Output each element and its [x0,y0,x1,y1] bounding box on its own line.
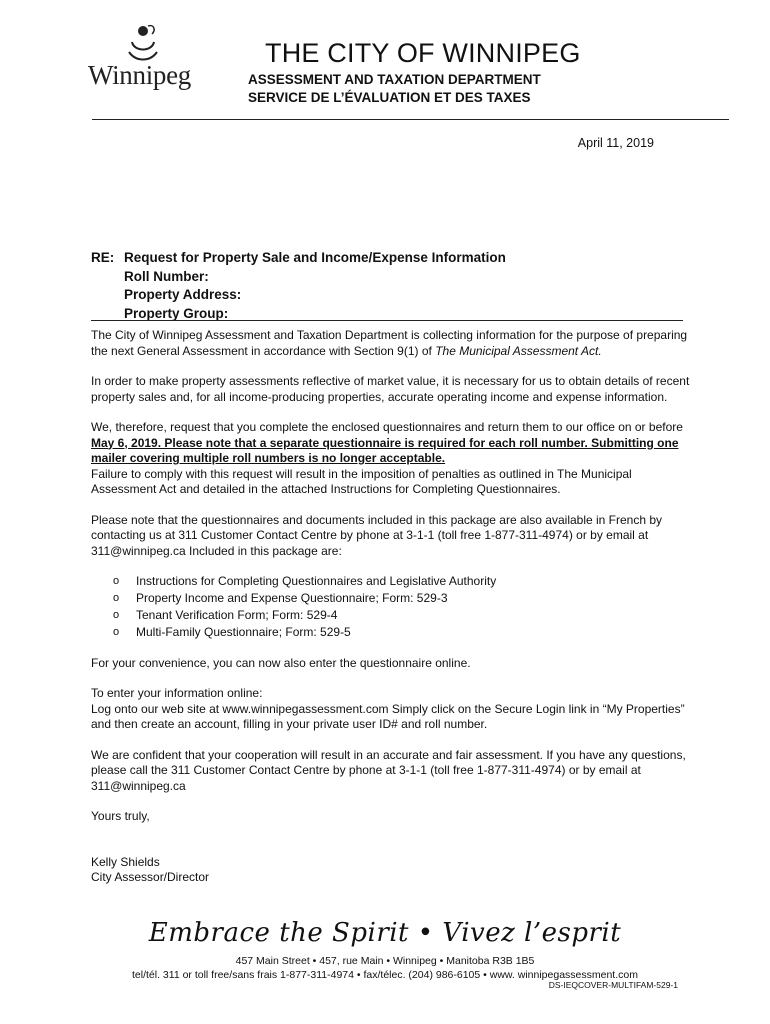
bullet-icon: o [113,575,120,587]
signature-block [91,855,691,886]
roll-number-label: Roll Number: [124,268,209,284]
address-line: 457 Main Street • 457, rue Main • Winnipeg • Manitoba R3B 1B5 [235,955,535,967]
paragraph-purpose: The City of Winnipeg Assessment and Taxation Department is collecting information for the purpose of preparing the next General Assessment in accordance with Section 9(1) of The Municipal Assessment Act. [91,328,688,358]
re-subject: Request for Property Sale and Income/Expense Information [124,250,506,265]
contact-line: tel/tél. 311 or toll free/sans frais 1-877-311-4974 • fax/télec. (204) 986-6105 • www. winnipegassessment.com [132,969,638,981]
footer-address [0,954,770,982]
list-item: o Property Income and Expense Questionnaire; Form: 529-3 [113,591,448,605]
signer-name: Kelly Shields [91,854,160,869]
re-divider [91,320,683,321]
header-divider [92,119,729,120]
city-logo [88,22,198,92]
slogan-text: Embrace the Spirit • Vivez l’esprit [148,918,622,948]
department-name-fr: SERVICE DE L’ÉVALUATION ET DES TAXES [248,90,531,105]
paragraph-online: For your convenience, you can now also enter the questionnaire online. [91,655,471,670]
paragraph-deadline: We, therefore, request that you complete the enclosed questionnaires and return them to our office on or before May 6, 2019. Please note that a separate questionnaire is required for each roll number. Submitting one mailer covering multiple roll numbers is no longer acceptable. Failure to comply with this request will result in the imposition of penalties as outlined in The Municipal Assessment Act and detailed in the attached Instructions for Completing Questionnaires. [91,420,683,496]
form-code: DS-IEQCOVER-MULTIFAM-529-1 [548,980,678,990]
letter-date: April 11, 2019 [577,136,654,150]
paragraph-cooperation: We are confident that your cooperation will result in an accurate and fair assessment. If you have any questions, please call the 311 Customer Contact Centre by phone at 3-1-1 (toll free 1-877-311-4974) or by email at 311@winnipeg.ca [91,747,686,793]
paragraph-french: Please note that the questionnaires and documents included in this package are also available in French by contacting us at 311 Customer Contact Centre by phone at 3-1-1 (toll free 1-877-311-4974) or by email at 311@winnipeg.ca Included in this package are: [91,512,663,558]
penalty-notice: Failure to comply with this request will result in the imposition of penalties as outlined in The Municipal Assessment Act and detailed in the attached Instructions for Completing Questionnaires. [91,466,632,496]
letter-body [91,328,691,886]
property-address-label: Property Address: [124,287,242,302]
signer-title: City Assessor/Director [91,870,210,884]
footer-slogan [0,918,770,948]
bullet-icon: o [113,592,120,604]
list-item: o Multi-Family Questionnaire; Form: 529-5 [113,625,351,639]
bullet-icon: o [113,609,120,621]
logo-wordmark: Winnipeg [88,60,191,90]
page-title: THE CITY OF WINNIPEG [265,38,581,68]
package-list [91,574,691,641]
department-heading [248,71,541,107]
re-label: RE: [91,250,115,265]
paragraph-market-value: In order to make property assessments reflective of market value, it is necessary for us to obtain details of recent property sales and, for all income-producing properties, accurate operating income and expense information. [91,374,690,404]
department-name-en: ASSESSMENT AND TAXATION DEPARTMENT [248,72,541,87]
closing: Yours truly, [91,809,150,823]
property-group-label: Property Group: [124,305,229,321]
deadline-notice: May 6, 2019. Please note that a separate questionnaire is required for each roll number. Submitting one mailer covering multiple roll numbers is no longer acceptable. [91,435,679,465]
bullet-icon: o [113,626,120,638]
list-item: o Tenant Verification Form; Form: 529-4 [113,608,338,622]
act-title: The Municipal Assessment Act. [435,343,602,358]
paragraph-instructions: To enter your information online: Log onto our web site at www.winnipegassessment.com Simply click on the Secure Login link in “My Properties” and then create an account, filling in your private user ID# and roll number. [91,686,685,731]
spirit-figure-icon [126,22,160,62]
list-item: o Instructions for Completing Questionnaires and Legislative Authority [113,574,497,588]
